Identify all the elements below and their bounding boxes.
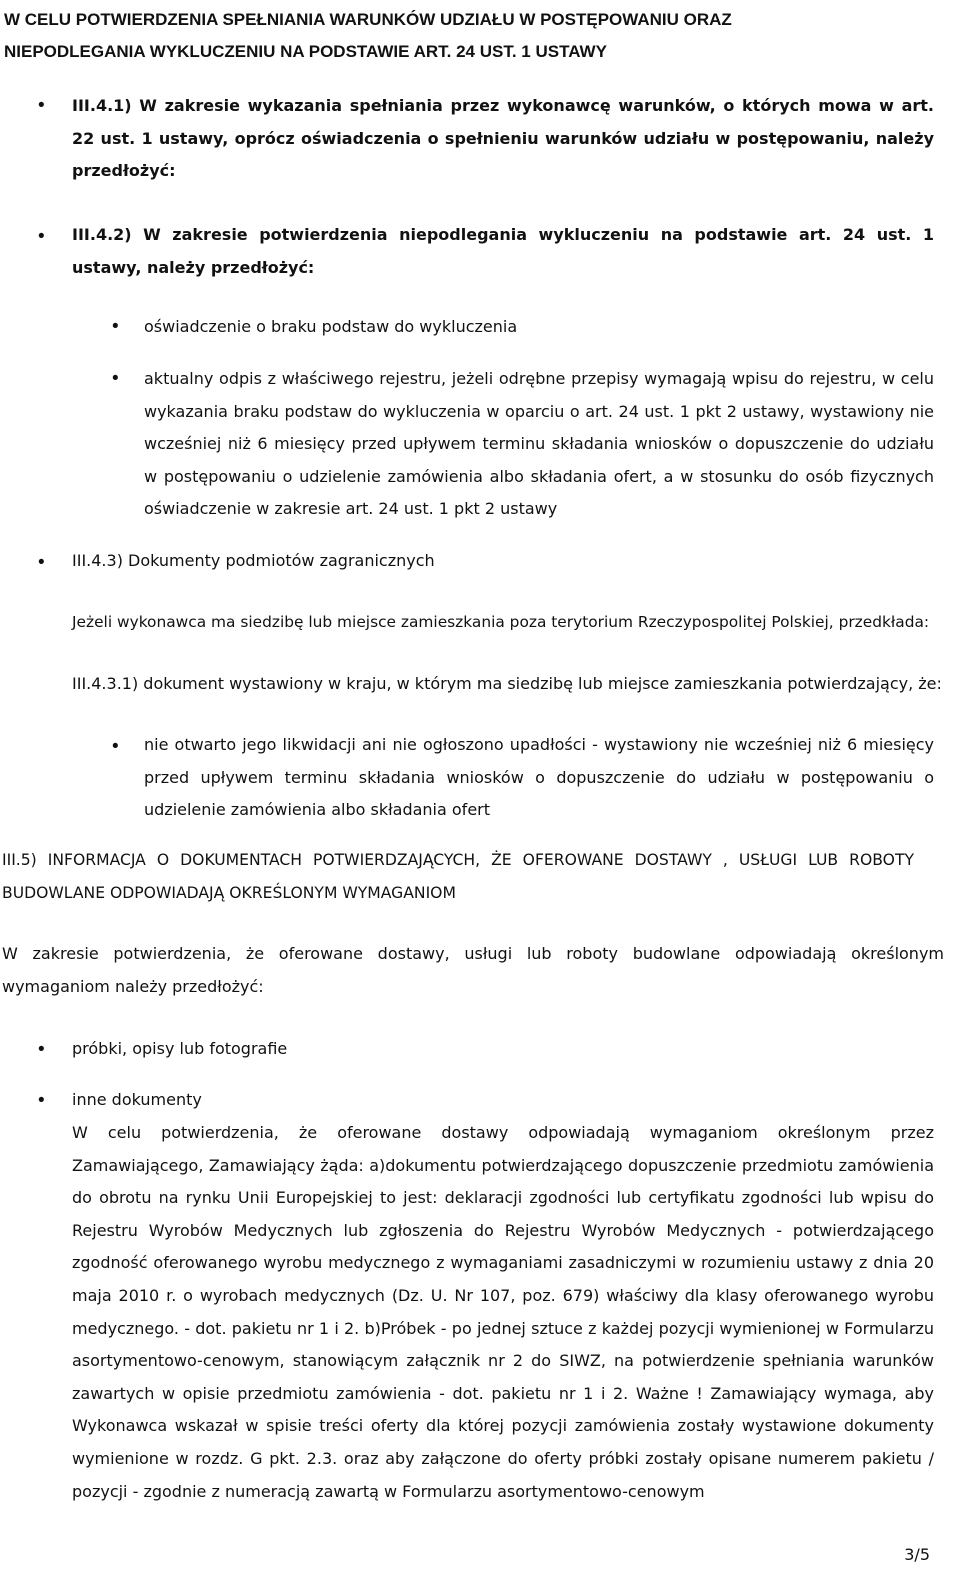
section-5-details: W celu potwierdzenia, że oferowane dostawy odpowiadają wymaganiom określonym przez Zamawiającego, Zamawiający żąda: a)dokumentu potwierdzającego dopuszczenie przedmiotu zamówienia do obrotu na rynku Unii Europejskiej to jest: deklaracji zgodności lub certyfikatu zgodności lub wpisu do Rejestru Wyrobów Medycznych lub zgłoszenia do Rejestru Wyrobów Medycznych - potwierdzającego zgodność oferowanego wyrobu medycznego z wymaganiami zasadniczymi w rozumieniu ustawy z dnia 20 maja 2010 r. o wyrobach medycznych (Dz. U. Nr 107, poz. 679) właściwy dla klasy oferowanego wyrobu medycznego. - dot. pakietu nr 1 i 2. b)Próbek - po jednej sztuce z każdej pozycji wymienionej w Formularzu asortymentowo-cenowym, stanowiącym załącznik nr 2 do SIWZ, na potwierdzenie spełniania warunków zawartych w opisie przedmiotu zamówienia - dot. pakietu nr 1 i 2. Ważne ! Zamawiający wymaga, aby Wykonawca wskazał w spisie treści oferty dla której pozycji zamówienia zostały wystawione dokumenty wymienione w rozdz. G pkt. 2.3. oraz aby załączone do oferty próbki zostały opisane numerem pakietu / pozycji - zgodnie z numeracją zawartą w Formularzu asortymentowo-cenowym [72, 1123, 934, 1501]
page-number: 3/5 [904, 1545, 930, 1564]
bullet-icon: • [38, 1039, 45, 1060]
list-item-oswiadczenie: oświadczenie o braku podstaw do wykluczenia [144, 317, 518, 336]
section-5-title: III.5) INFORMACJA O DOKUMENTACH POTWIERDZAJĄCYCH, ŻE OFEROWANE DOSTAWY , USŁUGI LUB ROBOTY BUDOWLANE ODPOWIADAJĄ OKREŚLONYM WYMAGANIOM [2, 851, 914, 902]
bullet-icon: • [38, 226, 45, 247]
section-4-3-heading: III.4.3) Dokumenty podmiotów zagranicznych [72, 551, 435, 570]
section-4-2-text: III.4.2) W zakresie potwierdzenia niepodlegania wykluczeniu na podstawie art. 24 ust. 1 ustawy, należy przedłożyć: [72, 225, 934, 277]
bullet-icon: • [38, 552, 45, 573]
list-item-probki: próbki, opisy lub fotografie [72, 1039, 288, 1058]
section-5-intro: W zakresie potwierdzenia, że oferowane dostawy, usługi lub roboty budowlane odpowiadają określonym wymaganiom należy przedłożyć: [2, 944, 944, 996]
list-item-inne-dokumenty: inne dokumenty [72, 1090, 202, 1109]
list-item-odpis: aktualny odpis z właściwego rejestru, jeżeli odrębne przepisy wymagają wpisu do rejestru, w celu wykazania braku podstaw do wykluczenia w oparciu o art. 24 ust. 1 pkt 2 ustawy, wystawiony nie wcześniej niż 6 miesięcy przed upływem terminu składania wniosków o dopuszczenie do udziału w postępowaniu o udzielenie zamówienia albo składania ofert, a w stosunku do osób fizycznych oświadczenie w zakresie art. 24 ust. 1 pkt 2 ustawy [144, 369, 934, 519]
section-4-3-1-text: III.4.3.1) dokument wystawiony w kraju, w którym ma siedzibę lub miejsce zamieszkania potwierdzający, że: [72, 674, 942, 693]
list-item-likwidacja: nie otwarto jego likwidacji ani nie ogłoszono upadłości - wystawiony nie wcześniej niż 6 miesięcy przed upływem terminu składania wniosków o dopuszczenie do udziału w postępowaniu o udzielenie zamówienia albo składania ofert [144, 735, 934, 820]
bullet-icon: • [38, 95, 45, 116]
section-heading [4, 4, 944, 68]
bullet-icon: • [38, 1090, 45, 1111]
bullet-icon: • [112, 736, 119, 757]
bullet-icon: • [112, 368, 119, 389]
section-4-1-text: III.4.1) W zakresie wykazania spełniania przez wykonawcę warunków, o których mowa w art. 22 ust. 1 ustawy, oprócz oświadczenia o spełnieniu warunków udziału w postępowaniu, należy przedłożyć: [72, 96, 934, 181]
section-4-3-intro: Jeżeli wykonawca ma siedzibę lub miejsce zamieszkania poza terytorium Rzeczypospolitej Polskiej, przedkłada: [72, 613, 930, 631]
heading-line-1: W CELU POTWIERDZENIA SPEŁNIANIA WARUNKÓW UDZIAŁU W POSTĘPOWANIU ORAZ [4, 10, 732, 29]
heading-line-2: NIEPODLEGANIA WYKLUCZENIU NA PODSTAWIE ART. 24 UST. 1 USTAWY [4, 42, 607, 61]
bullet-icon: • [112, 316, 119, 337]
